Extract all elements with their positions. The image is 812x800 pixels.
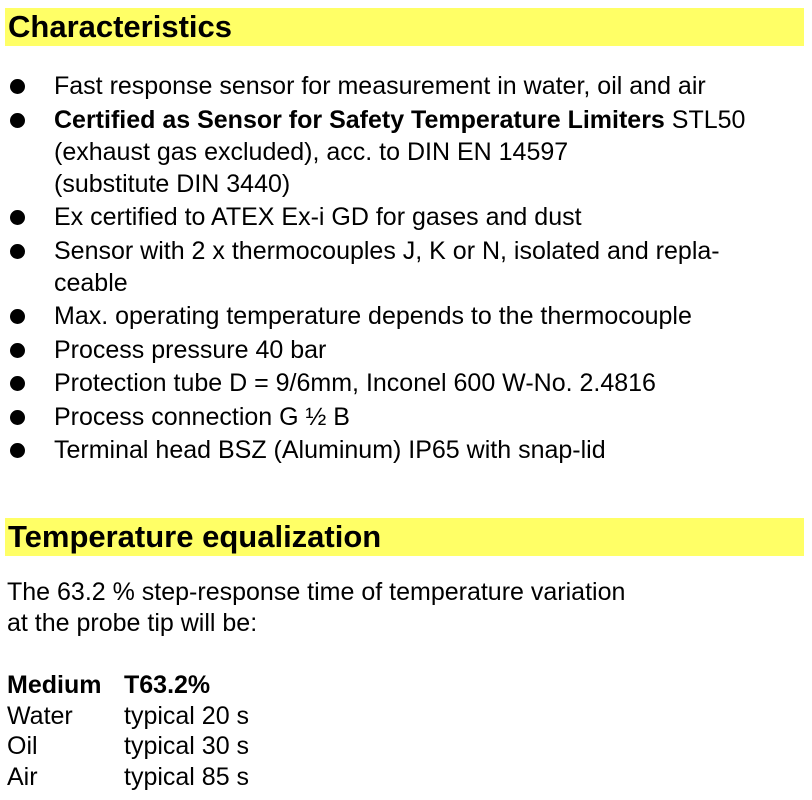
list-item-text: Ex certified to ATEX Ex-i GD for gases and dust	[54, 203, 582, 231]
list-item	[0, 70, 812, 102]
list-item-text: Max. operating temperature depends to the thermocouple	[54, 302, 692, 330]
list-item	[0, 401, 812, 433]
time-cell: typical 85 s	[124, 762, 250, 791]
temperature-equalization-heading: Temperature equalization	[5, 518, 804, 556]
column-header-medium: Medium	[7, 671, 102, 699]
table-header-row	[7, 670, 249, 701]
list-item	[0, 434, 812, 466]
bullet-icon	[10, 343, 25, 358]
bullet-icon	[10, 376, 25, 391]
bullet-icon	[10, 443, 25, 458]
response-time-table	[7, 670, 249, 792]
bullet-icon	[10, 210, 25, 225]
list-item-text: Process connection G ½ B	[54, 402, 350, 431]
list-item	[0, 367, 812, 399]
bullet-icon	[10, 244, 25, 259]
list-item-bold-text: Certified as Sensor for Safety Temperature Limiters	[54, 105, 665, 134]
list-item-text: ceable	[54, 268, 128, 297]
list-item-text: (exhaust gas excluded), acc. to DIN EN 14597	[54, 137, 569, 166]
time-cell: typical 20 s	[124, 701, 250, 730]
list-item-text: Terminal head BSZ (Aluminum) IP65 with snap-lid	[54, 436, 606, 464]
medium-cell: Water	[7, 701, 73, 730]
table-row	[7, 762, 249, 793]
list-item-text: Fast response sensor for measurement in water, oil and air	[54, 72, 706, 100]
list-item-text: (substitute DIN 3440)	[54, 169, 291, 198]
table-row	[7, 701, 249, 732]
bullet-icon	[10, 309, 25, 324]
list-item-text: STL50	[664, 105, 746, 134]
bullet-icon	[10, 410, 25, 425]
bullet-icon	[10, 113, 25, 128]
column-header-t63: T63.2%	[124, 671, 211, 699]
list-item	[0, 334, 812, 366]
list-item	[0, 235, 812, 299]
list-item-text: Protection tube D = 9/6mm, Inconel 600 W-No. 2.4816	[54, 369, 656, 397]
characteristics-heading: Characteristics	[5, 8, 804, 46]
medium-cell: Air	[7, 762, 38, 791]
time-cell: typical 30 s	[124, 732, 250, 760]
list-item	[0, 300, 812, 332]
list-item	[0, 104, 812, 200]
paragraph-line: at the probe tip will be:	[7, 609, 258, 637]
medium-cell: Oil	[7, 732, 38, 760]
bullet-icon	[10, 79, 25, 94]
characteristics-list	[0, 70, 812, 468]
list-item-text: Sensor with 2 x thermocouples J, K or N, isolated and repla-	[54, 236, 720, 265]
list-item	[0, 201, 812, 233]
paragraph-line: The 63.2 % step-response time of temperature variation	[7, 578, 626, 606]
table-row	[7, 731, 249, 762]
step-response-paragraph	[7, 577, 625, 639]
list-item-text: Process pressure 40 bar	[54, 335, 327, 364]
list-item-first-line	[54, 104, 812, 136]
